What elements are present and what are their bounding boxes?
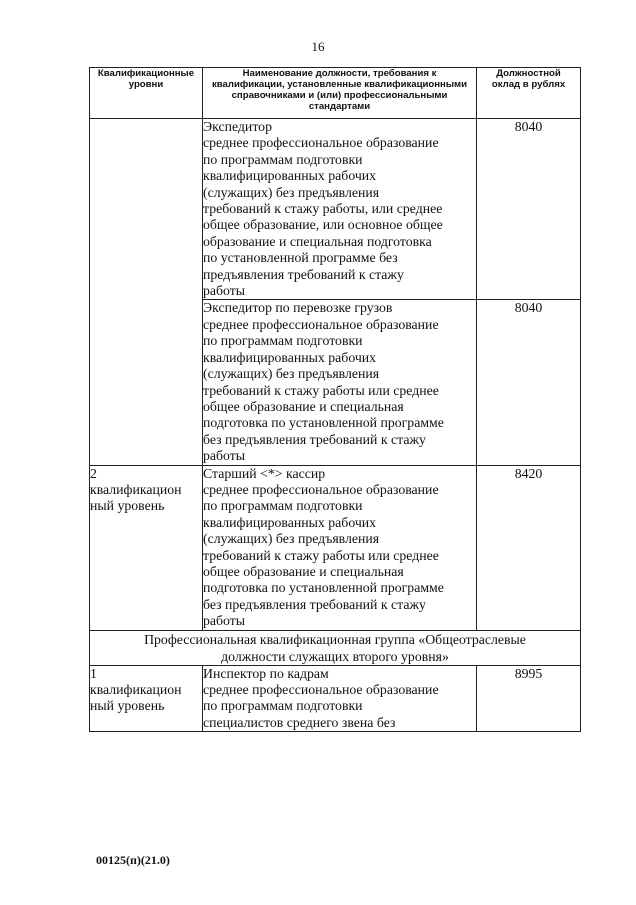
header-salary bbox=[477, 68, 581, 119]
description-line: общее образование и специальная bbox=[203, 563, 404, 579]
level-line: 2 bbox=[90, 465, 97, 481]
position-description-cell bbox=[203, 665, 477, 732]
description-line: квалифицированных рабочих bbox=[203, 349, 377, 365]
description-line: Экспедитор по перевозке грузов bbox=[203, 300, 393, 316]
group-heading-line: Профессиональная квалификационная группа «Общеотраслевые bbox=[144, 631, 526, 647]
header-text-line: оклад в рублях bbox=[491, 79, 566, 90]
description-line: требований к стажу работы или среднее bbox=[203, 382, 439, 398]
description-line: требований к стажу работы или среднее bbox=[203, 547, 439, 563]
salary-cell: 8040 bbox=[477, 119, 581, 300]
description-line: подготовка по установленной программе bbox=[203, 580, 444, 596]
description-line: работы bbox=[203, 283, 246, 299]
level-line: ный уровень bbox=[90, 698, 165, 714]
header-text-line: Должностной bbox=[496, 68, 561, 79]
description-line: по установленной программе без bbox=[203, 250, 398, 266]
header-text-line: Квалификационные bbox=[97, 68, 195, 79]
description-line: без предъявления требований к стажу bbox=[203, 596, 426, 612]
description-line: среднее профессиональное образование bbox=[203, 481, 439, 497]
description-line: по программам подготовки bbox=[203, 151, 363, 167]
position-description-cell bbox=[203, 465, 477, 630]
description-line: общее образование, или основное общее bbox=[203, 217, 443, 233]
header-text-line: Наименование должности, требования к bbox=[242, 68, 437, 79]
salary-cell: 8420 bbox=[477, 465, 581, 630]
description-line: предъявления требований к стажу bbox=[203, 266, 404, 282]
page-number: 16 bbox=[311, 39, 325, 54]
document-code: 00125(п)(21.0) bbox=[96, 853, 170, 867]
level-cell bbox=[90, 119, 203, 466]
description-line: Старший <*> кассир bbox=[203, 465, 326, 481]
header-text-line: квалификации, установленные квалификационными bbox=[211, 79, 468, 90]
description-line: общее образование и специальная bbox=[203, 398, 404, 414]
description-line: среднее профессиональное образование bbox=[203, 316, 439, 332]
header-qualification-levels bbox=[90, 68, 203, 119]
level-line: квалификацион bbox=[90, 682, 182, 697]
level-line: квалификацион bbox=[90, 481, 182, 497]
salary-cell: 8995 bbox=[477, 665, 581, 732]
group-heading-line: должности служащих второго уровня» bbox=[221, 648, 449, 664]
description-line: подготовка по установленной программе bbox=[203, 415, 444, 431]
header-text-line: справочниками и (или) профессиональными bbox=[231, 90, 448, 101]
level-cell bbox=[90, 465, 203, 630]
description-line: образование и специальная подготовка bbox=[203, 233, 432, 249]
description-line: (служащих) без предъявления bbox=[203, 184, 380, 200]
table-row bbox=[90, 119, 581, 300]
description-line: среднее профессиональное образование bbox=[203, 135, 439, 151]
description-line: работы bbox=[203, 448, 246, 464]
level-line: ный уровень bbox=[90, 498, 165, 514]
description-line: (служащих) без предъявления bbox=[203, 366, 380, 382]
description-line: Инспектор по кадрам bbox=[203, 665, 329, 681]
description-line: работы bbox=[203, 613, 246, 629]
description-line: специалистов среднего звена без bbox=[203, 714, 396, 730]
salary-cell: 8040 bbox=[477, 300, 581, 465]
level-cell bbox=[90, 665, 203, 732]
group-heading-row bbox=[90, 630, 581, 665]
description-line: квалифицированных рабочих bbox=[203, 168, 377, 184]
description-line: по программам подготовки bbox=[203, 698, 363, 714]
description-line: по программам подготовки bbox=[203, 333, 363, 349]
description-line: по программам подготовки bbox=[203, 498, 363, 514]
salary-table bbox=[89, 67, 581, 732]
qualification-group-heading bbox=[90, 630, 581, 665]
position-description-cell bbox=[203, 119, 477, 300]
header-position-requirements bbox=[203, 68, 477, 119]
description-line: среднее профессиональное образование bbox=[203, 682, 439, 697]
position-description-cell bbox=[203, 300, 477, 465]
description-line: без предъявления требований к стажу bbox=[203, 431, 426, 447]
description-line: (служащих) без предъявления bbox=[203, 531, 380, 547]
header-text-line: уровни bbox=[128, 79, 164, 90]
level-line: 1 bbox=[90, 665, 97, 681]
table-header-row bbox=[90, 68, 581, 119]
table-row bbox=[90, 465, 581, 630]
table-row bbox=[90, 665, 581, 732]
description-line: квалифицированных рабочих bbox=[203, 514, 377, 530]
header-text-line: стандартами bbox=[308, 101, 371, 112]
description-line: требований к стажу работы, или среднее bbox=[203, 201, 443, 217]
description-line: Экспедитор bbox=[203, 119, 272, 134]
